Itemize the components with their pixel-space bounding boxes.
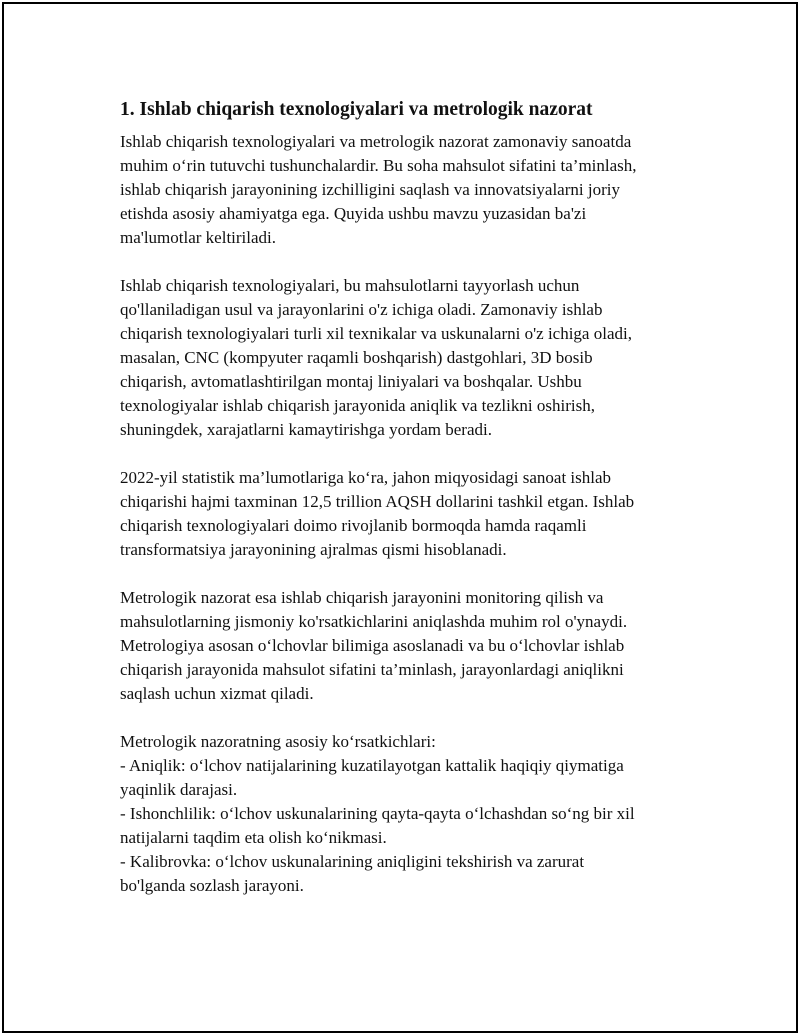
text-line: transformatsiya jarayonining ajralmas qismi hisoblanadi. xyxy=(120,540,507,559)
text-line: Metrologiya asosan o‘lchovlar bilimiga asoslanadi va bu o‘lchovlar ishlab xyxy=(120,636,625,655)
text-line: Ishlab chiqarish texnologiyalari va metrologik nazorat zamonaviy sanoatda xyxy=(120,132,632,151)
text-line: texnologiyalar ishlab chiqarish jarayonida aniqlik va tezlikni oshirish, xyxy=(120,396,595,415)
list-item: yaqinlik darajasi. xyxy=(120,780,238,799)
list-item: - Aniqlik: o‘lchov natijalarining kuzatilayotgan kattalik haqiqiy qiymatiga xyxy=(120,756,624,775)
section-title: 1. Ishlab chiqarish texnologiyalari va metrologik nazorat xyxy=(120,99,593,120)
text-line: chiqarish texnologiyalari doimo rivojlanib bormoqda hamda raqamli xyxy=(120,516,587,535)
text-line: chiqarishi hajmi taxminan 12,5 trillion AQSH dollarini tashkil etgan. Ishlab xyxy=(120,492,635,511)
text-line: shuningdek, xarajatlarni kamaytirishga yordam beradi. xyxy=(120,420,492,439)
text-line: Ishlab chiqarish texnologiyalari, bu mahsulotlarni tayyorlash uchun xyxy=(120,276,580,295)
text-line: ishlab chiqarish jarayonining izchilligini saqlash va innovatsiyalarni joriy xyxy=(120,180,620,199)
document-body xyxy=(120,96,700,922)
text-line: qo'llaniladigan usul va jarayonlarini o'z ichiga oladi. Zamonaviy ishlab xyxy=(120,300,603,319)
text-line: Metrologik nazorat esa ishlab chiqarish jarayonini monitoring qilish va xyxy=(120,588,604,607)
text-line: mahsulotlarning jismoniy ko'rsatkichlarini aniqlashda muhim rol o'ynaydi. xyxy=(120,612,628,631)
text-line: masalan, CNC (kompyuter raqamli boshqarish) dastgohlari, 3D bosib xyxy=(120,348,593,367)
list-item: - Kalibrovka: o‘lchov uskunalarining aniqligini tekshirish va zarurat xyxy=(120,852,585,871)
list-heading: Metrologik nazoratning asosiy ko‘rsatkichlari: xyxy=(120,732,436,751)
paragraph-technologies xyxy=(120,274,700,442)
list-item: - Ishonchlilik: o‘lchov uskunalarining qayta-qayta o‘lchashdan so‘ng bir xil xyxy=(120,804,635,823)
list-item: natijalarni taqdim eta olish ko‘nikmasi. xyxy=(120,828,387,847)
text-line: saqlash uchun xizmat qiladi. xyxy=(120,684,314,703)
paragraph-intro xyxy=(120,130,700,250)
paragraph-metrology xyxy=(120,586,700,706)
text-line: chiqarish texnologiyalari turli xil texnikalar va uskunalarni o'z ichiga oladi, xyxy=(120,324,632,343)
text-line: muhim o‘rin tutuvchi tushunchalardir. Bu soha mahsulot sifatini ta’minlash, xyxy=(120,156,637,175)
text-line: chiqarish, avtomatlashtirilgan montaj liniyalari va boshqalar. Ushbu xyxy=(120,372,582,391)
list-item: bo'lganda sozlash jarayoni. xyxy=(120,876,304,895)
text-line: chiqarish jarayonida mahsulot sifatini ta’minlash, jarayonlardagi aniqlikni xyxy=(120,660,624,679)
text-line: ma'lumotlar keltiriladi. xyxy=(120,228,277,247)
text-line: 2022-yil statistik ma’lumotlariga ko‘ra, jahon miqyosidagi sanoat ishlab xyxy=(120,468,612,487)
paragraph-indicators-list xyxy=(120,730,700,898)
text-line: etishda asosiy ahamiyatga ega. Quyida ushbu mavzu yuzasidan ba'zi xyxy=(120,204,587,223)
document-page xyxy=(2,2,798,1033)
paragraph-statistics xyxy=(120,466,700,562)
